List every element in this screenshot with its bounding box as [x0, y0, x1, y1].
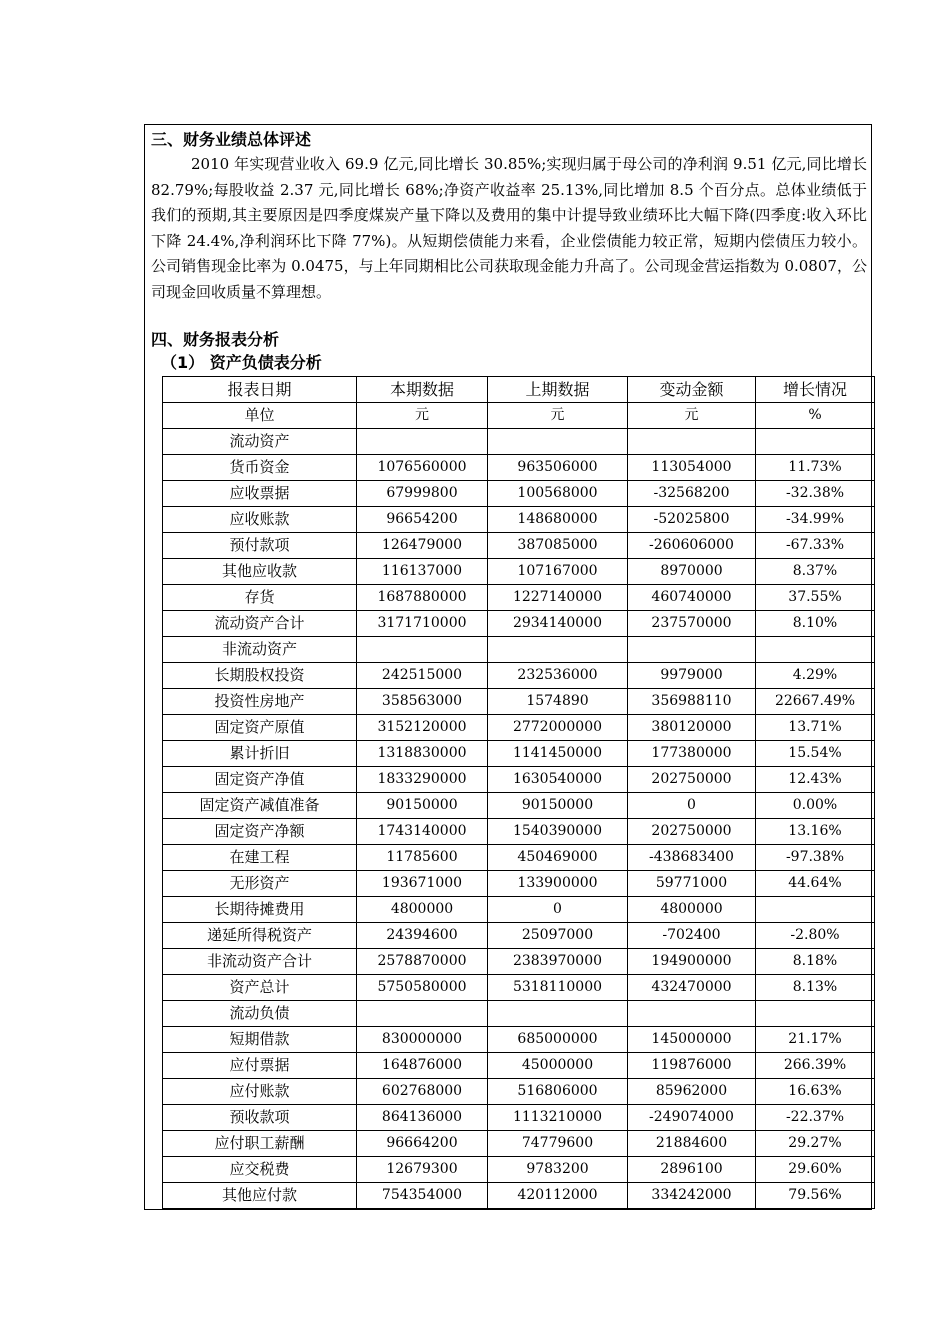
- change-amount-cell: [628, 429, 756, 455]
- table-row: [163, 455, 875, 481]
- row-label-cell: 流动资产: [163, 429, 357, 455]
- row-label-cell: 应交税费: [163, 1157, 357, 1183]
- balance-sheet-subheading: （1） 资产负债表分析: [161, 353, 322, 372]
- section-3-paragraph: [151, 152, 867, 306]
- previous-value-cell: [488, 1001, 628, 1027]
- table-row: [163, 819, 875, 845]
- row-label-cell: 应付账款: [163, 1079, 357, 1105]
- table-row: [163, 975, 875, 1001]
- row-label-cell: 应付票据: [163, 1053, 357, 1079]
- table-row: [163, 741, 875, 767]
- previous-value-cell: 0: [488, 897, 628, 923]
- table-row: [163, 1027, 875, 1053]
- change-amount-cell: 8970000: [628, 559, 756, 585]
- table-units-row: [163, 403, 875, 429]
- growth-rate-cell: 8.37%: [756, 559, 875, 585]
- change-amount-cell: 380120000: [628, 715, 756, 741]
- growth-rate-cell: 15.54%: [756, 741, 875, 767]
- growth-rate-cell: 13.71%: [756, 715, 875, 741]
- growth-rate-cell: 12.43%: [756, 767, 875, 793]
- current-value-cell: 358563000: [357, 689, 488, 715]
- row-label-cell: 其他应收款: [163, 559, 357, 585]
- row-label-cell: 短期借款: [163, 1027, 357, 1053]
- current-value-cell: 96654200: [357, 507, 488, 533]
- row-label-cell: 非流动资产: [163, 637, 357, 663]
- change-amount-cell: 460740000: [628, 585, 756, 611]
- current-value-cell: 754354000: [357, 1183, 488, 1209]
- row-label-cell: 非流动资产合计: [163, 949, 357, 975]
- table-row: [163, 1053, 875, 1079]
- table-header-row: [163, 377, 875, 403]
- current-value-cell: 126479000: [357, 533, 488, 559]
- unit-cell-previous: 元: [488, 403, 628, 429]
- section-4-heading: 四、财务报表分析: [151, 330, 280, 349]
- growth-rate-cell: 21.17%: [756, 1027, 875, 1053]
- growth-rate-cell: 13.16%: [756, 819, 875, 845]
- row-label-cell: 预收款项: [163, 1105, 357, 1131]
- previous-value-cell: 1540390000: [488, 819, 628, 845]
- document-frame: [144, 124, 872, 1210]
- growth-rate-cell: [756, 1001, 875, 1027]
- row-label-cell: 递延所得税资产: [163, 923, 357, 949]
- previous-value-cell: 232536000: [488, 663, 628, 689]
- table-row: [163, 793, 875, 819]
- previous-value-cell: [488, 429, 628, 455]
- header-cell-current: 本期数据: [357, 377, 488, 403]
- growth-rate-cell: -2.80%: [756, 923, 875, 949]
- current-value-cell: 242515000: [357, 663, 488, 689]
- unit-cell-growth: %: [756, 403, 875, 429]
- current-value-cell: 1076560000: [357, 455, 488, 481]
- previous-value-cell: 5318110000: [488, 975, 628, 1001]
- table-row: [163, 663, 875, 689]
- table-row: [163, 689, 875, 715]
- unit-cell-current: 元: [357, 403, 488, 429]
- row-label-cell: 投资性房地产: [163, 689, 357, 715]
- growth-rate-cell: 8.13%: [756, 975, 875, 1001]
- row-label-cell: 固定资产净值: [163, 767, 357, 793]
- current-value-cell: 116137000: [357, 559, 488, 585]
- current-value-cell: 4800000: [357, 897, 488, 923]
- unit-cell-label: 单位: [163, 403, 357, 429]
- section-3-heading: 三、财务业绩总体评述: [151, 130, 312, 149]
- change-amount-cell: 334242000: [628, 1183, 756, 1209]
- current-value-cell: 3171710000: [357, 611, 488, 637]
- growth-rate-cell: [756, 429, 875, 455]
- previous-value-cell: 1227140000: [488, 585, 628, 611]
- table-row: [163, 1001, 875, 1027]
- row-label-cell: 长期待摊费用: [163, 897, 357, 923]
- table-row: [163, 533, 875, 559]
- previous-value-cell: 2772000000: [488, 715, 628, 741]
- growth-rate-cell: 4.29%: [756, 663, 875, 689]
- row-label-cell: 长期股权投资: [163, 663, 357, 689]
- row-label-cell: 应收票据: [163, 481, 357, 507]
- previous-value-cell: 420112000: [488, 1183, 628, 1209]
- table-row: [163, 715, 875, 741]
- previous-value-cell: 100568000: [488, 481, 628, 507]
- current-value-cell: 1687880000: [357, 585, 488, 611]
- change-amount-cell: 432470000: [628, 975, 756, 1001]
- table-row: [163, 585, 875, 611]
- growth-rate-cell: 16.63%: [756, 1079, 875, 1105]
- row-label-cell: 流动资产合计: [163, 611, 357, 637]
- header-cell-date: 报表日期: [163, 377, 357, 403]
- change-amount-cell: 85962000: [628, 1079, 756, 1105]
- previous-value-cell: 107167000: [488, 559, 628, 585]
- current-value-cell: 830000000: [357, 1027, 488, 1053]
- growth-rate-cell: 79.56%: [756, 1183, 875, 1209]
- table-row: [163, 845, 875, 871]
- previous-value-cell: 1113210000: [488, 1105, 628, 1131]
- balance-sheet-table: [162, 376, 875, 1209]
- previous-value-cell: 450469000: [488, 845, 628, 871]
- growth-rate-cell: 44.64%: [756, 871, 875, 897]
- current-value-cell: 67999800: [357, 481, 488, 507]
- table-row: [163, 507, 875, 533]
- table-row: [163, 1131, 875, 1157]
- growth-rate-cell: 22667.49%: [756, 689, 875, 715]
- growth-rate-cell: [756, 897, 875, 923]
- growth-rate-cell: 37.55%: [756, 585, 875, 611]
- current-value-cell: 164876000: [357, 1053, 488, 1079]
- growth-rate-cell: 0.00%: [756, 793, 875, 819]
- change-amount-cell: -260606000: [628, 533, 756, 559]
- change-amount-cell: 177380000: [628, 741, 756, 767]
- previous-value-cell: 2934140000: [488, 611, 628, 637]
- previous-value-cell: 2383970000: [488, 949, 628, 975]
- current-value-cell: 3152120000: [357, 715, 488, 741]
- row-label-cell: 累计折旧: [163, 741, 357, 767]
- table-row: [163, 923, 875, 949]
- previous-value-cell: 1141450000: [488, 741, 628, 767]
- current-value-cell: 12679300: [357, 1157, 488, 1183]
- growth-rate-cell: [756, 637, 875, 663]
- header-cell-previous: 上期数据: [488, 377, 628, 403]
- change-amount-cell: 202750000: [628, 819, 756, 845]
- table-row: [163, 559, 875, 585]
- change-amount-cell: 356988110: [628, 689, 756, 715]
- previous-value-cell: 685000000: [488, 1027, 628, 1053]
- current-value-cell: 90150000: [357, 793, 488, 819]
- row-label-cell: 在建工程: [163, 845, 357, 871]
- header-cell-change: 变动金额: [628, 377, 756, 403]
- row-label-cell: 应收账款: [163, 507, 357, 533]
- table-row: [163, 949, 875, 975]
- growth-rate-cell: -34.99%: [756, 507, 875, 533]
- row-label-cell: 固定资产原值: [163, 715, 357, 741]
- previous-value-cell: 9783200: [488, 1157, 628, 1183]
- change-amount-cell: 59771000: [628, 871, 756, 897]
- current-value-cell: 1833290000: [357, 767, 488, 793]
- row-label-cell: 流动负债: [163, 1001, 357, 1027]
- current-value-cell: 5750580000: [357, 975, 488, 1001]
- current-value-cell: [357, 1001, 488, 1027]
- row-label-cell: 固定资产减值准备: [163, 793, 357, 819]
- growth-rate-cell: 11.73%: [756, 455, 875, 481]
- change-amount-cell: -32568200: [628, 481, 756, 507]
- row-label-cell: 无形资产: [163, 871, 357, 897]
- change-amount-cell: [628, 1001, 756, 1027]
- table-row: [163, 1079, 875, 1105]
- header-cell-growth: 增长情况: [756, 377, 875, 403]
- previous-value-cell: 74779600: [488, 1131, 628, 1157]
- previous-value-cell: 516806000: [488, 1079, 628, 1105]
- previous-value-cell: [488, 637, 628, 663]
- table-row: [163, 871, 875, 897]
- row-label-cell: 其他应付款: [163, 1183, 357, 1209]
- previous-value-cell: 25097000: [488, 923, 628, 949]
- change-amount-cell: -249074000: [628, 1105, 756, 1131]
- current-value-cell: 1743140000: [357, 819, 488, 845]
- growth-rate-cell: -32.38%: [756, 481, 875, 507]
- current-value-cell: 11785600: [357, 845, 488, 871]
- growth-rate-cell: -97.38%: [756, 845, 875, 871]
- balance-sheet-body: [163, 377, 875, 1209]
- previous-value-cell: 387085000: [488, 533, 628, 559]
- change-amount-cell: 113054000: [628, 455, 756, 481]
- growth-rate-cell: 29.60%: [756, 1157, 875, 1183]
- change-amount-cell: 21884600: [628, 1131, 756, 1157]
- change-amount-cell: -52025800: [628, 507, 756, 533]
- current-value-cell: 193671000: [357, 871, 488, 897]
- table-row: [163, 1157, 875, 1183]
- current-value-cell: 2578870000: [357, 949, 488, 975]
- table-row: [163, 611, 875, 637]
- current-value-cell: [357, 637, 488, 663]
- current-value-cell: 1318830000: [357, 741, 488, 767]
- row-label-cell: 固定资产净额: [163, 819, 357, 845]
- previous-value-cell: 45000000: [488, 1053, 628, 1079]
- change-amount-cell: -438683400: [628, 845, 756, 871]
- change-amount-cell: 202750000: [628, 767, 756, 793]
- change-amount-cell: 0: [628, 793, 756, 819]
- table-row: [163, 1183, 875, 1209]
- growth-rate-cell: -22.37%: [756, 1105, 875, 1131]
- change-amount-cell: 237570000: [628, 611, 756, 637]
- current-value-cell: 96664200: [357, 1131, 488, 1157]
- previous-value-cell: 90150000: [488, 793, 628, 819]
- change-amount-cell: 119876000: [628, 1053, 756, 1079]
- previous-value-cell: 133900000: [488, 871, 628, 897]
- row-label-cell: 预付款项: [163, 533, 357, 559]
- change-amount-cell: 4800000: [628, 897, 756, 923]
- growth-rate-cell: 8.18%: [756, 949, 875, 975]
- table-row: [163, 481, 875, 507]
- table-row: [163, 637, 875, 663]
- current-value-cell: 864136000: [357, 1105, 488, 1131]
- change-amount-cell: -702400: [628, 923, 756, 949]
- previous-value-cell: 148680000: [488, 507, 628, 533]
- change-amount-cell: 2896100: [628, 1157, 756, 1183]
- current-value-cell: 24394600: [357, 923, 488, 949]
- table-row: [163, 767, 875, 793]
- table-row: [163, 429, 875, 455]
- growth-rate-cell: 8.10%: [756, 611, 875, 637]
- previous-value-cell: 1630540000: [488, 767, 628, 793]
- table-row: [163, 897, 875, 923]
- previous-value-cell: 963506000: [488, 455, 628, 481]
- section-3-text: 2010 年实现营业收入 69.9 亿元,同比增长 30.85%;实现归属于母公司的净利润 9.51 亿元,同比增长 82.79%;每股收益 2.37 元,同比增长 68%;净资产收益率 25.13%,同比增加 8.5 个百分点。总体业绩低于我们的预期,其主要原因是四季度煤炭产量下降以及费用的集中计提导致业绩环比大幅下降(四季度:收入环比下降 24.4%,净利润环比下降 77%)。从短期偿债能力来看，企业偿债能力较正常，短期内偿债压力较小。公司销售现金比率为 0.0475，与上年同期相比公司获取现金能力升高了。公司现金营运指数为 0.0807，公司现金回收质量不算理想。: [151, 155, 867, 301]
- growth-rate-cell: 266.39%: [756, 1053, 875, 1079]
- row-label-cell: 货币资金: [163, 455, 357, 481]
- previous-value-cell: 1574890: [488, 689, 628, 715]
- change-amount-cell: 9979000: [628, 663, 756, 689]
- table-row: [163, 1105, 875, 1131]
- change-amount-cell: [628, 637, 756, 663]
- unit-cell-change: 元: [628, 403, 756, 429]
- current-value-cell: 602768000: [357, 1079, 488, 1105]
- change-amount-cell: 145000000: [628, 1027, 756, 1053]
- growth-rate-cell: 29.27%: [756, 1131, 875, 1157]
- current-value-cell: [357, 429, 488, 455]
- row-label-cell: 存货: [163, 585, 357, 611]
- row-label-cell: 应付职工薪酬: [163, 1131, 357, 1157]
- row-label-cell: 资产总计: [163, 975, 357, 1001]
- change-amount-cell: 194900000: [628, 949, 756, 975]
- growth-rate-cell: -67.33%: [756, 533, 875, 559]
